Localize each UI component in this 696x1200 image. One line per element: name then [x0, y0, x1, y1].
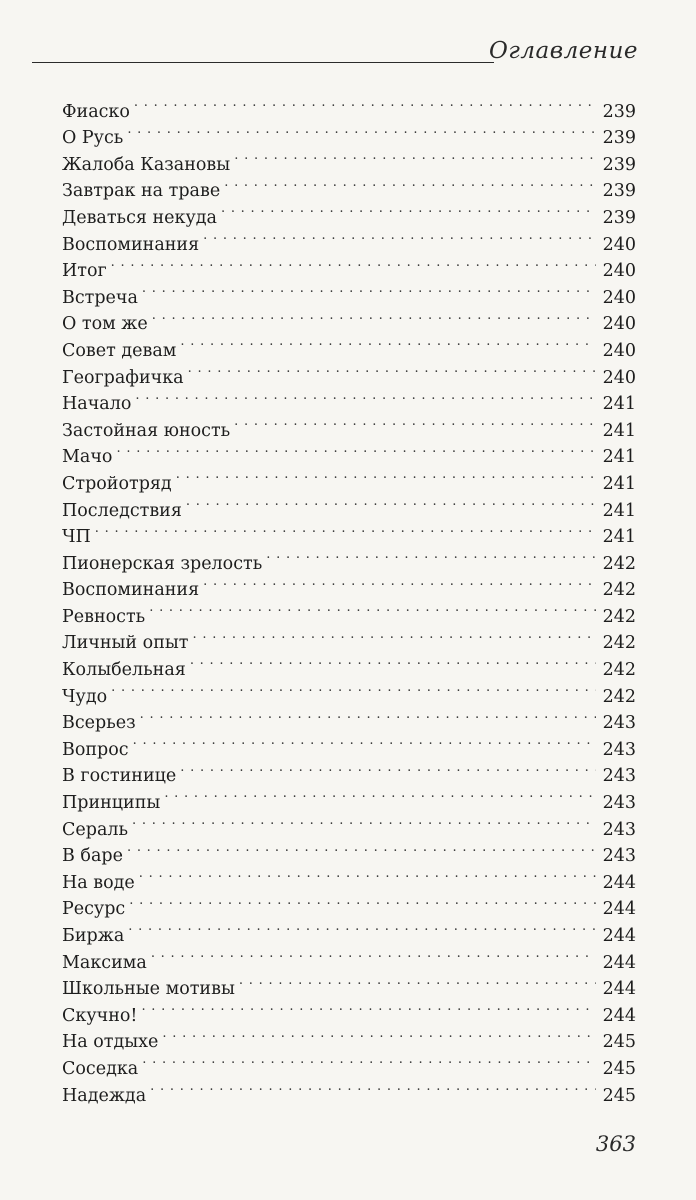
toc-dot-leader [203, 223, 596, 250]
toc-dot-leader [95, 516, 596, 543]
toc-entry-page: 240 [602, 314, 636, 335]
toc-entry-title: Надежда [62, 1085, 147, 1106]
toc-entry-title: Жалоба Казановы [62, 154, 231, 175]
toc-dot-leader [111, 675, 596, 702]
toc-entry [62, 90, 636, 122]
toc-dot-leader [224, 170, 596, 197]
toc-entry-page: 242 [602, 580, 636, 601]
toc-entry-page: 243 [602, 846, 636, 867]
toc-entry-page: 242 [602, 606, 636, 627]
toc-dot-leader [234, 143, 596, 170]
toc-dot-leader [192, 622, 596, 649]
toc-entry-page: 239 [602, 154, 636, 175]
toc-dot-leader [162, 1021, 596, 1048]
toc-dot-leader [186, 489, 596, 516]
toc-dot-leader [116, 436, 596, 463]
toc-dot-leader [164, 781, 596, 808]
header-rule [32, 62, 494, 63]
toc-dot-leader [129, 888, 596, 915]
toc-entry-page: 240 [602, 367, 636, 388]
toc-entry-page: 243 [602, 766, 636, 787]
toc-entry-title: Начало [62, 394, 132, 415]
toc-entry-page: 243 [602, 793, 636, 814]
toc-entry-title: В баре [62, 846, 123, 867]
toc-entry [62, 675, 636, 707]
toc-entry-title: Школьные мотивы [62, 979, 235, 1000]
toc-entry [62, 1047, 636, 1079]
toc-entry-page: 245 [602, 1058, 636, 1079]
toc-dot-leader [266, 542, 596, 569]
toc-entry [62, 516, 636, 548]
toc-entry-title: Фиаско [62, 101, 130, 122]
toc-dot-leader [128, 914, 596, 941]
toc-entry-title: Последствия [62, 500, 182, 521]
toc-entry-page: 241 [602, 500, 636, 521]
toc-entry-title: О том же [62, 314, 148, 335]
toc-dot-leader [140, 702, 596, 729]
toc-dot-leader [188, 356, 596, 383]
toc-entry [62, 303, 636, 335]
toc-entry [62, 994, 636, 1026]
toc-entry-title: Максима [62, 952, 147, 973]
toc-dot-leader [221, 196, 596, 223]
toc-entry-page: 244 [602, 899, 636, 920]
toc-entry [62, 888, 636, 920]
toc-entry-title: Географичка [62, 367, 184, 388]
page-number: 363 [595, 1132, 636, 1156]
toc-entry [62, 1021, 636, 1053]
toc-entry-page: 243 [602, 713, 636, 734]
toc-dot-leader [127, 835, 596, 862]
toc-dot-leader [180, 329, 596, 356]
toc-entry-page: 239 [602, 128, 636, 149]
toc-entry [62, 542, 636, 574]
toc-dot-leader [239, 968, 596, 995]
toc-entry-title: Совет девам [62, 340, 177, 361]
toc-entry-title: Соседка [62, 1058, 139, 1079]
toc-entry [62, 1074, 636, 1106]
toc-entry-page: 243 [602, 739, 636, 760]
toc-entry-page: 242 [602, 553, 636, 574]
page-header [0, 0, 696, 80]
toc-entry-title: Биржа [62, 926, 125, 946]
running-head-title: Оглавление [488, 38, 638, 64]
toc-entry [62, 436, 636, 468]
toc-dot-leader [133, 728, 596, 755]
toc-entry-title: Деваться некуда [62, 207, 217, 228]
toc-dot-leader [180, 755, 596, 782]
toc-entry-title: Скучно! [62, 1005, 138, 1026]
toc-entry-title: На воде [62, 872, 135, 893]
toc-entry [62, 728, 636, 760]
toc-dot-leader [127, 117, 596, 144]
toc-entry-title: Личный опыт [62, 633, 189, 654]
toc-entry-page: 244 [602, 926, 636, 946]
toc-entry-page: 241 [602, 394, 636, 415]
toc-dot-leader [176, 462, 596, 489]
toc-entry-page: 240 [602, 287, 636, 308]
toc-entry [62, 941, 636, 973]
toc-entry [62, 462, 636, 494]
toc-entry-title: Ресурс [62, 899, 126, 920]
toc-entry-title: Стройотряд [62, 473, 172, 494]
toc-entry-page: 244 [602, 872, 636, 893]
toc-entry-title: На отдыхе [62, 1032, 159, 1053]
toc-entry-title: Принципы [62, 793, 161, 814]
toc-dot-leader [190, 648, 596, 675]
toc-entry-title: Колыбельная [62, 660, 186, 681]
toc-entry-title: В гостинице [62, 766, 177, 787]
toc-entry-title: Воспоминания [62, 234, 200, 255]
toc-entry-page: 242 [602, 633, 636, 654]
toc-dot-leader [134, 90, 596, 117]
toc-entry-page: 244 [602, 952, 636, 973]
toc-dot-leader [151, 941, 596, 968]
toc-entry-page: 245 [602, 1085, 636, 1106]
toc-entry-title: Завтрак на траве [62, 181, 221, 202]
toc-entry [62, 409, 636, 441]
toc-entry-page: 239 [602, 101, 636, 122]
toc-entry-page: 239 [602, 181, 636, 202]
toc-entry-page: 241 [602, 447, 636, 468]
toc-dot-leader [139, 861, 596, 888]
toc-entry-page: 240 [602, 340, 636, 361]
toc-entry [62, 808, 636, 840]
toc-dot-leader [150, 1074, 596, 1101]
toc-dot-leader [203, 569, 596, 596]
toc-entry-page: 242 [602, 686, 636, 707]
toc-entry-page: 244 [602, 979, 636, 1000]
toc-entry-title: Вопрос [62, 739, 129, 760]
toc-entry-title: Пионерская зрелость [62, 553, 263, 574]
toc-entry-title: Мачо [62, 447, 113, 468]
toc-entry-title: Сераль [62, 819, 129, 840]
toc-dot-leader [142, 276, 596, 303]
toc-entry-title: Встреча [62, 287, 138, 308]
toc-entry [62, 914, 636, 946]
toc-entry-title: Воспоминания [62, 580, 200, 601]
toc-entry-title: Чудо [62, 686, 108, 707]
toc-entry-title: ЧП [62, 527, 91, 548]
toc-dot-leader [142, 1047, 596, 1074]
toc-entry-page: 241 [602, 420, 636, 441]
toc-entry [62, 835, 636, 867]
toc-dot-leader [234, 409, 596, 436]
toc-entry [62, 755, 636, 787]
toc-dot-leader [135, 383, 596, 410]
toc-dot-leader [152, 303, 596, 330]
toc-dot-leader [111, 250, 596, 277]
toc-entry-page: 245 [602, 1032, 636, 1053]
toc-dot-leader [132, 808, 596, 835]
table-of-contents [62, 90, 636, 1106]
toc-dot-leader [141, 994, 596, 1021]
toc-entry [62, 861, 636, 893]
toc-entry-page: 241 [602, 527, 636, 548]
toc-entry [62, 143, 636, 175]
toc-entry-page: 240 [602, 234, 636, 255]
toc-entry-title: Ревность [62, 606, 146, 627]
toc-entry-title: О Русь [62, 128, 124, 149]
toc-entry-page: 243 [602, 819, 636, 840]
toc-entry [62, 276, 636, 308]
toc-entry [62, 250, 636, 282]
toc-entry-title: Застойная юность [62, 420, 231, 441]
toc-entry-page: 240 [602, 261, 636, 282]
toc-entry-page: 244 [602, 1005, 636, 1026]
toc-entry-page: 241 [602, 473, 636, 494]
toc-entry [62, 383, 636, 415]
toc-entry-title: Всерьез [62, 713, 136, 734]
toc-entry [62, 702, 636, 734]
toc-entry-title: Итог [62, 261, 107, 282]
toc-entry-page: 242 [602, 660, 636, 681]
toc-entry [62, 117, 636, 149]
toc-dot-leader [149, 595, 596, 622]
toc-entry-page: 239 [602, 207, 636, 228]
